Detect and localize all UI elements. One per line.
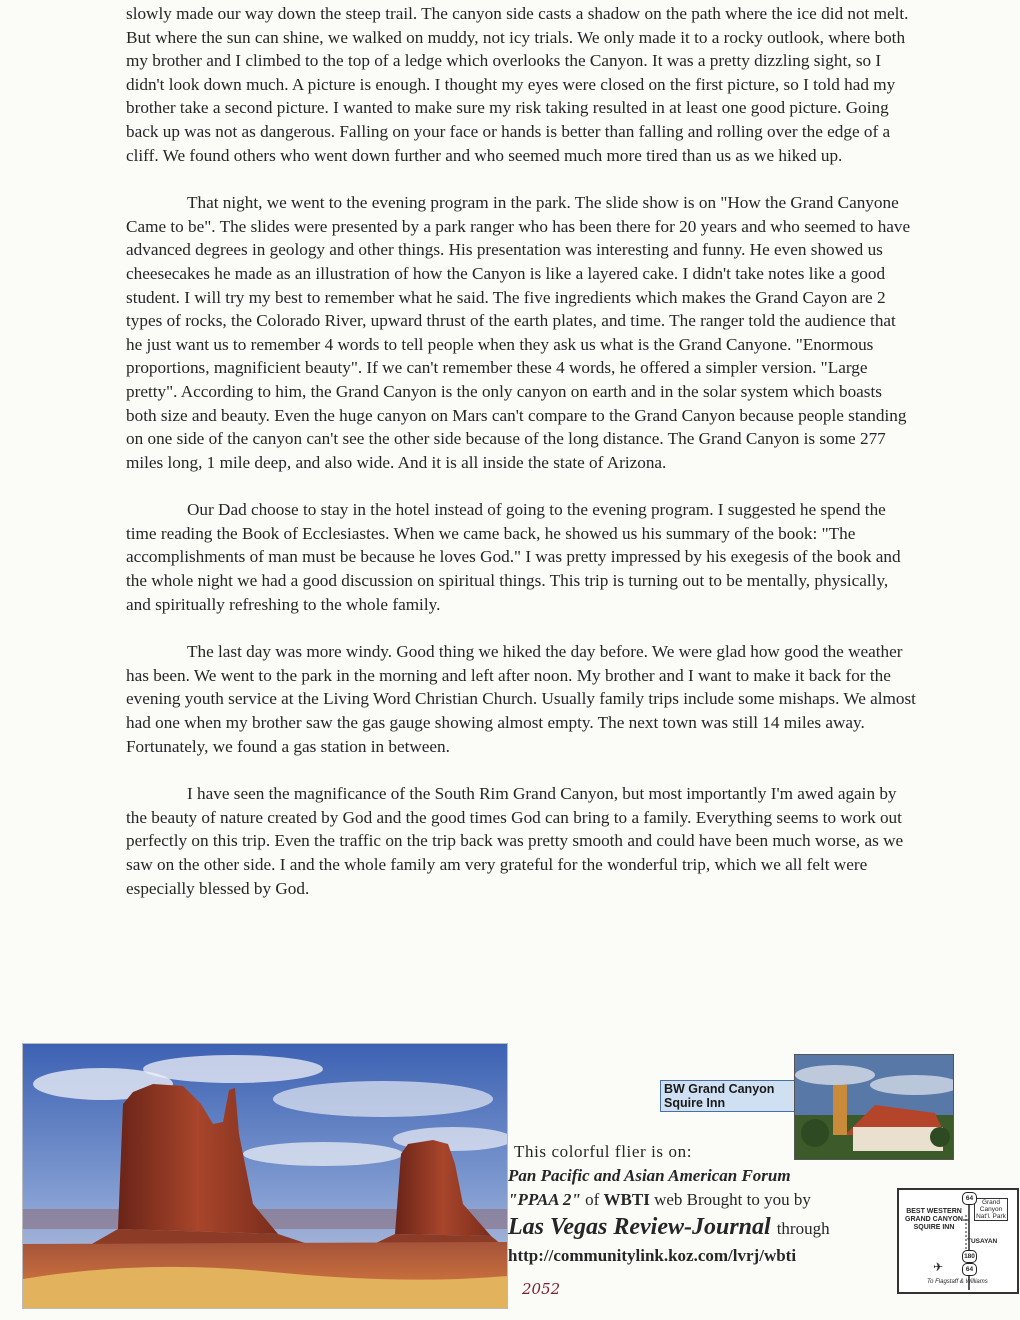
ppaa-title: "PPAA 2" [508,1190,581,1209]
paragraph-2: That night, we went to the evening program in the park. The slide show is on "How the Grand Canyone Came to be". The slides were presented by a park ranger who has been there for 20 years and who seemed to have advanced degrees in geology and other things. His presentation was interesting and funny. He even showed us cheesecakes he made as an illustration of how the Canyon is like a layered cake. I didn't take notes like a good student. I will try my best to remember what he said. The five ingredients which makes the Grand Cayon are 2 types of rocks, the Colorado River, upward thrust of the earth plates, and time. The ranger told the audience that he just want us to remember 4 words to tell people when they ask us what is the Grand Canyone. "Enormous proportions, magnificient beauty". If we can't remember these 4 words, he offered a simpler version. "Large pretty". According to him, the Grand Canyon is the only canyon on earth and in the solar system which boasts both size and beauty. Even the huge canyon on Mars can't compare to the Grand Canyon because people standing on one side of the canyon can't see the other side because of the long distance. The Grand Canyon is some 277 miles long, 1 mile deep, and also wide. And it is all inside the state of Arizona. [126,193,911,472]
route-180-shield: 180 [962,1250,977,1263]
hotel-label: BW Grand Canyon Squire Inn [660,1080,796,1112]
location-map [897,1188,1019,1294]
map-direction-label: To Flagstaff & Williams [927,1279,988,1285]
paragraph-4: The last day was more windy. Good thing we hiked the day before. We were glad how good the weather has been. We went to the park in the morning and left after noon. My brother and I want to make it back for the evening youth service at the Living Word Christian Church. Usually family trips include some mishaps. We almost had one when my brother saw the gas gauge showing almost empty. The next town was still 14 miles away. Fortunately, we found a gas station in between. [126,642,916,756]
paragraph-1: slowly made our way down the steep trail. The canyon side casts a shadow on the path where the ice did not melt. But where the sun can shine, we walked on muddy, not icy trials. We only made it to a rocky outlook, where both my brother and I climbed to the top of a ledge which overlooks the Canyon. It was a pretty dizzling sight, so I didn't look down much. A picture is enough. I thought my eyes were closed on the first picture, so I told had my brother take a second picture. I wanted to make sure my risk taking resulted in at least one good picture. Going back up was not as dangerous. Falling on your face or hands is better than falling and rolling over the edge of a cliff. We found others who went down further and who seemed much more tired than us as we hiked up. [126,4,909,165]
forum-name: Pan Pacific and Asian American Forum [508,1166,791,1185]
article-body [126,2,916,924]
through-text: through [776,1219,830,1238]
ppaa-line [508,1188,888,1212]
of-text: of [585,1190,600,1209]
map-hotel-label: BEST WESTERN GRAND CANYON SQUIRE INN [905,1208,963,1231]
brought-text: web Brought to you by [654,1190,811,1209]
newspaper-name: Las Vegas Review-Journal [508,1214,771,1240]
airport-icon: ✈ [933,1260,944,1274]
route-64-shield: 64 [962,1192,977,1205]
newspaper-line [508,1212,888,1244]
monument-valley-photo [22,1043,508,1309]
website-link[interactable]: http://communitylink.koz.com/lvrj/wbti [508,1246,797,1265]
flier-intro: This colorful flier is on: [514,1142,693,1161]
handwritten-note: 2052 [522,1280,561,1298]
paragraph-3: Our Dad choose to stay in the hotel instead of going to the evening program. I suggested he spend the time reading the Book of Ecclesiastes. When we came back, he showed us his summary of the book: "The accomplishments of man must be because he loves God." I was pretty impressed by his exegesis of the book and the whole night we had a good discussion on spiritual things. This trip is turning out to be mentally, physically, and spiritually refreshing to the whole family. [126,500,901,614]
route-64-shield-lower: 64 [962,1263,977,1276]
wbti-text: WBTI [603,1190,650,1209]
map-town-label: TUSAYAN [967,1238,998,1245]
paragraph-5: I have seen the magnificance of the South Rim Grand Canyon, but most importantly I'm awed again by the beauty of nature created by God and the good times God can bring to a family. Everything seems to work out perfectly on this trip. Even the traffic on the trip back was pretty smooth and could have been much worse, as we saw on the other side. I and the whole family am very grateful for the wonderful trip, which we all felt were especially blessed by God. [126,784,904,898]
map-park-label: Grand Canyon Nat'l. Park [974,1198,1008,1221]
flier-caption [508,1140,888,1268]
